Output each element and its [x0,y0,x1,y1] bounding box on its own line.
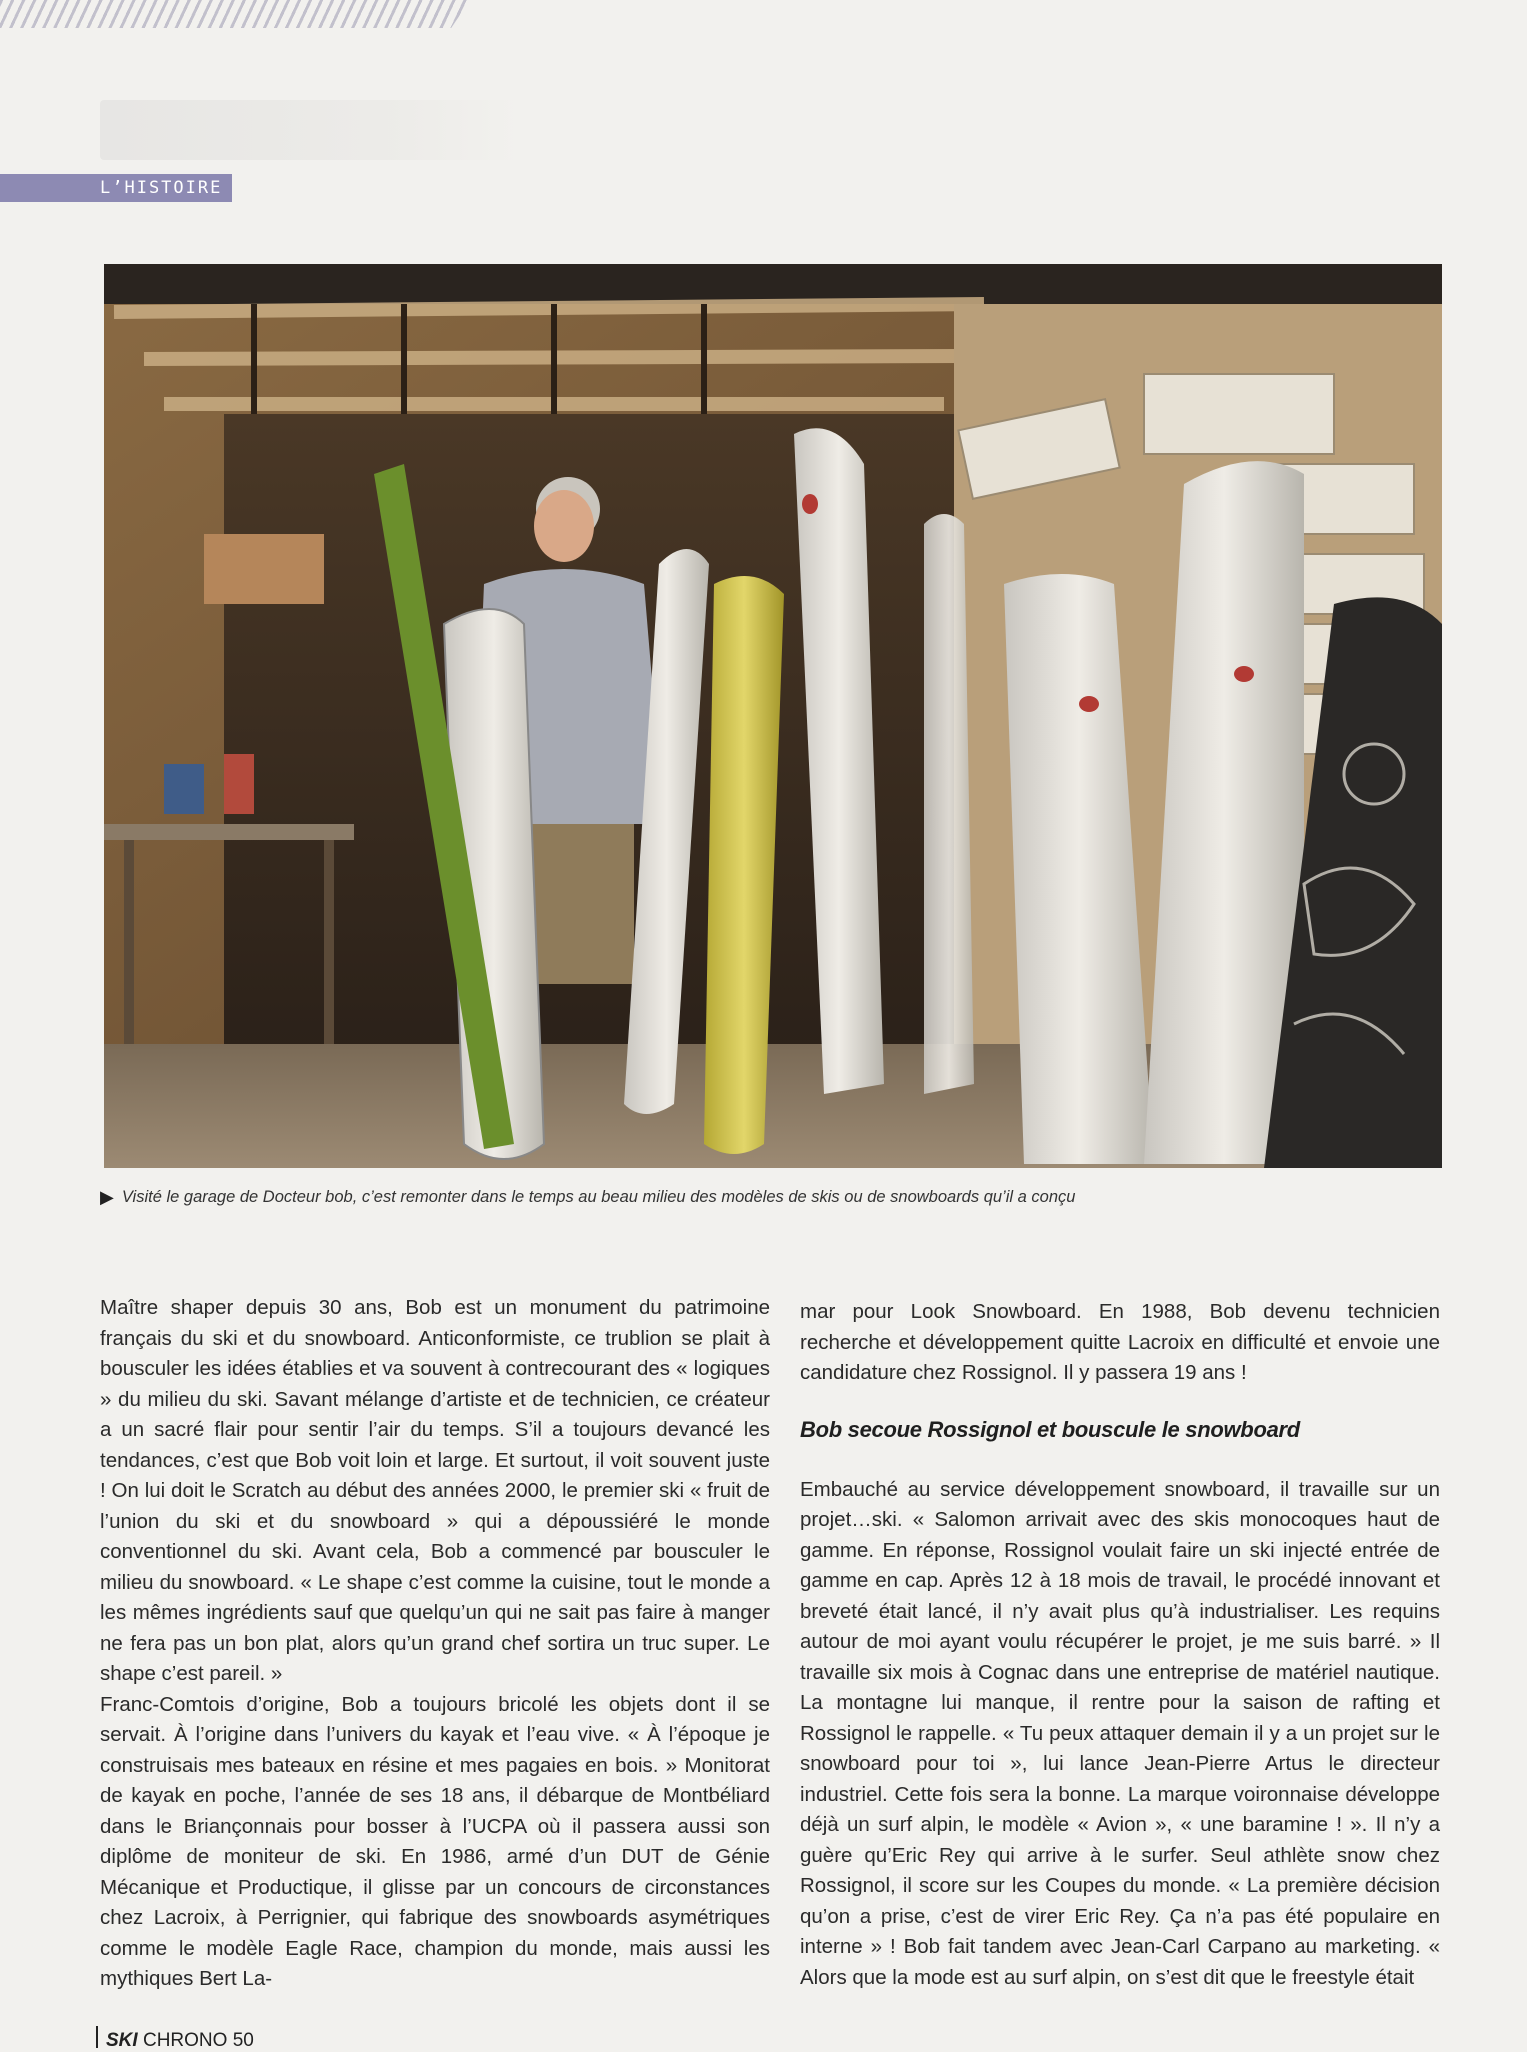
article-right-body: Embauché au service développement snowboard, il travaille sur un projet…ski. « Salomon arrivait avec des skis monocoques haut de gamme. En réponse, Rossignol voulait faire un ski injecté entrée de gamme en cap. Après 12 à 18 mois de travail, le procédé innovant et breveté était lancé, il n’y avait plus qu’à industrialiser. Les requins autour de moi ayant voulu récupérer le projet, je me suis barré. » Il travaille six mois à Cognac dans une entreprise de matériel nautique. La montagne lui manque, il rentre pour la saison de rafting et Rossignol le rappelle. « Tu peux attaquer demain il y a un projet sur le snowboard pour toi », lui lance Jean-Pierre Artus le directeur industriel. Cette fois sera la bonne. La marque voironnaise développe déjà un surf alpin, le modèle « Avion », « une baramine ! ». Il n’y a guère qu’Eric Rey qui arrive à le surfer. Seul athlète snow chez Rossignol, il score sur les Coupes du monde. « La première décision qu’on a prise, c’est de virer Eric Rey. Ça n’a pas été populaire en interne » ! Bob fait tandem avec Jean-Carl Carpano au marketing. « Alors que la mode est au surf alpin, on s’est dit que le freestyle était [800,1477,1440,1989]
article-paragraph-2: Franc-Comtois d’origine, Bob a toujours bricolé les objets dont il se servait. À l’origine dans l’univers du kayak et l’eau vive. « À l’époque je construisais mes bateaux en résine et mes pagaies en bois. » Monitorat de kayak en poche, l’année de ses 18 ans, il débarque de Montbéliard dans le Briançonnais pour bosser à l’UCPA où il passera aussi son diplôme de moniteur de ski. En 1986, armé d’un DUT de Génie Mécanique et Productique, il glisse par un concours de circonstances chez Lacroix, à Perrignier, qui fabrique des snowboards asymétriques comme le modèle Eagle Race, champion du monde, mais aussi les mythiques Bert La- [100,1692,770,1990]
caption-text: Visité le garage de Docteur bob, c’est remonter dans le temps au beau milieu des modèles de skis ou de snowboards qu’il a conçu [121,1188,1076,1206]
section-tag-label: L’HISTOIRE [96,174,232,202]
footer-magazine-page: CHRONO 50 [142,2030,254,2051]
article-left-column [100,1293,770,1995]
corner-stripes-decoration [0,0,470,28]
article-right-column [800,1297,1440,1993]
photo-caption [100,1187,1440,1208]
article-subheading: Bob secoue Rossignol et bouscule le snowboard [800,1416,1300,1442]
page-footer [106,2030,254,2052]
section-tag-bar [0,174,96,202]
footer-rule [96,2026,98,2048]
section-tag [0,174,232,202]
faded-title-background [100,100,520,160]
footer-brand: SKI [106,2030,138,2051]
article-right-intro: mar pour Look Snowboard. En 1988, Bob devenu technicien recherche et développement quitte Lacroix en difficulté et envoie une candidature chez Rossignol. Il y passera 19 ans ! [800,1300,1440,1384]
garage-photo [104,264,1442,1168]
article-paragraph-1: Maître shaper depuis 30 ans, Bob est un monument du patrimoine français du ski et du snowboard. Anticonformiste, ce trublion se plait à bousculer les idées établies et va souvent à contrecourant des « logiques » du milieu du ski. Savant mélange d’artiste et de technicien, ce créateur a un sacré flair pour sentir l’air du temps. S’il a toujours devancé les tendances, c’est que Bob voit loin et large. Et surtout, il voit souvent juste ! On lui doit le Scratch au début des années 2000, le premier ski « fruit de l’union du ski et du snowboard » qui a dépoussiéré le monde conventionnel du ski. Avant cela, Bob a commencé par bousculer le milieu du snowboard. « Le shape c’est comme la cuisine, tout le monde a les mêmes ingrédients sauf que quelqu’un qui ne sait pas faire à manger ne fera pas un bon plat, alors qu’un grand chef sortira un truc super. Le shape c’est pareil. » [100,1296,770,1685]
garage-photo-illustration [104,264,1442,1168]
caption-arrow-icon: ▶ [100,1187,114,1207]
